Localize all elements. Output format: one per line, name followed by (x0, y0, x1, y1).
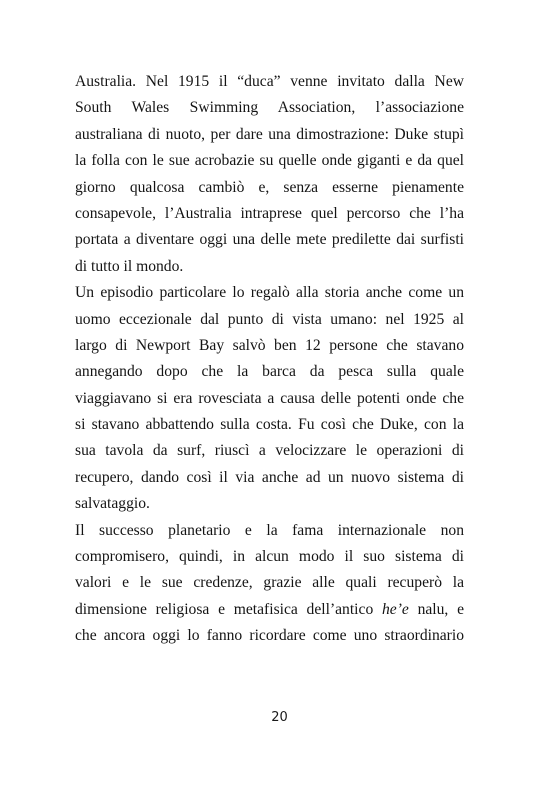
text-line: australiana di nuoto, per dare una dimostrazione: Duke stupì (75, 125, 464, 143)
paragraph (75, 518, 464, 650)
page-number: 20 (271, 710, 288, 725)
text-line (75, 597, 464, 623)
text-line: annegando dopo che la barca da pesca sulla quale (75, 363, 464, 381)
text-line: giorno qualcosa cambiò e, senza esserne pienamente (75, 178, 464, 196)
text-line: largo di Newport Bay salvò ben 12 persone che stavano (75, 336, 464, 354)
text-line: di tutto il mondo. (75, 257, 184, 275)
text-line: sua tavola da surf, riuscì a velocizzare le operazioni di (75, 442, 464, 460)
text-line: salvataggio. (75, 495, 150, 513)
text-line: consapevole, l’Australia intraprese quel percorso che l’ha (75, 204, 464, 222)
italic-term: he’e (381, 600, 409, 618)
text-line: portata a diventare oggi una delle mete predilette dai surfisti (75, 231, 464, 249)
paragraph (75, 69, 464, 280)
text-line: viaggiavano si era rovesciata a causa delle potenti onde che (75, 389, 464, 407)
text-line: Il successo planetario e la fama internazionale non (75, 521, 464, 539)
text-line: recupero, dando così il via anche ad un nuovo sistema di (75, 468, 464, 486)
text-line: che ancora oggi lo fanno ricordare come uno straordinario (75, 627, 464, 645)
text-line: si stavano abbattendo sulla costa. Fu così che Duke, con la (75, 416, 464, 434)
text-segment: dimensione religiosa e metafisica dell’antico (75, 600, 382, 618)
text-line: valori e le sue credenze, grazie alle quali recuperò la (75, 574, 464, 592)
text-line: uomo eccezionale dal punto di vista umano: nel 1925 al (75, 310, 464, 328)
text-line: South Wales Swimming Association, l’associazione (75, 99, 464, 117)
text-line: Un episodio particolare lo regalò alla storia anche come un (75, 284, 464, 302)
text-line: Australia. Nel 1915 il “duca” venne invitato dalla New (75, 73, 464, 90)
text-line: compromisero, quindi, in alcun modo il suo sistema di (75, 548, 464, 566)
body-text (75, 69, 464, 650)
paragraph (75, 280, 464, 518)
text-segment: nalu, e (408, 600, 464, 618)
text-line: la folla con le sue acrobazie su quelle onde giganti e da quel (75, 152, 464, 170)
